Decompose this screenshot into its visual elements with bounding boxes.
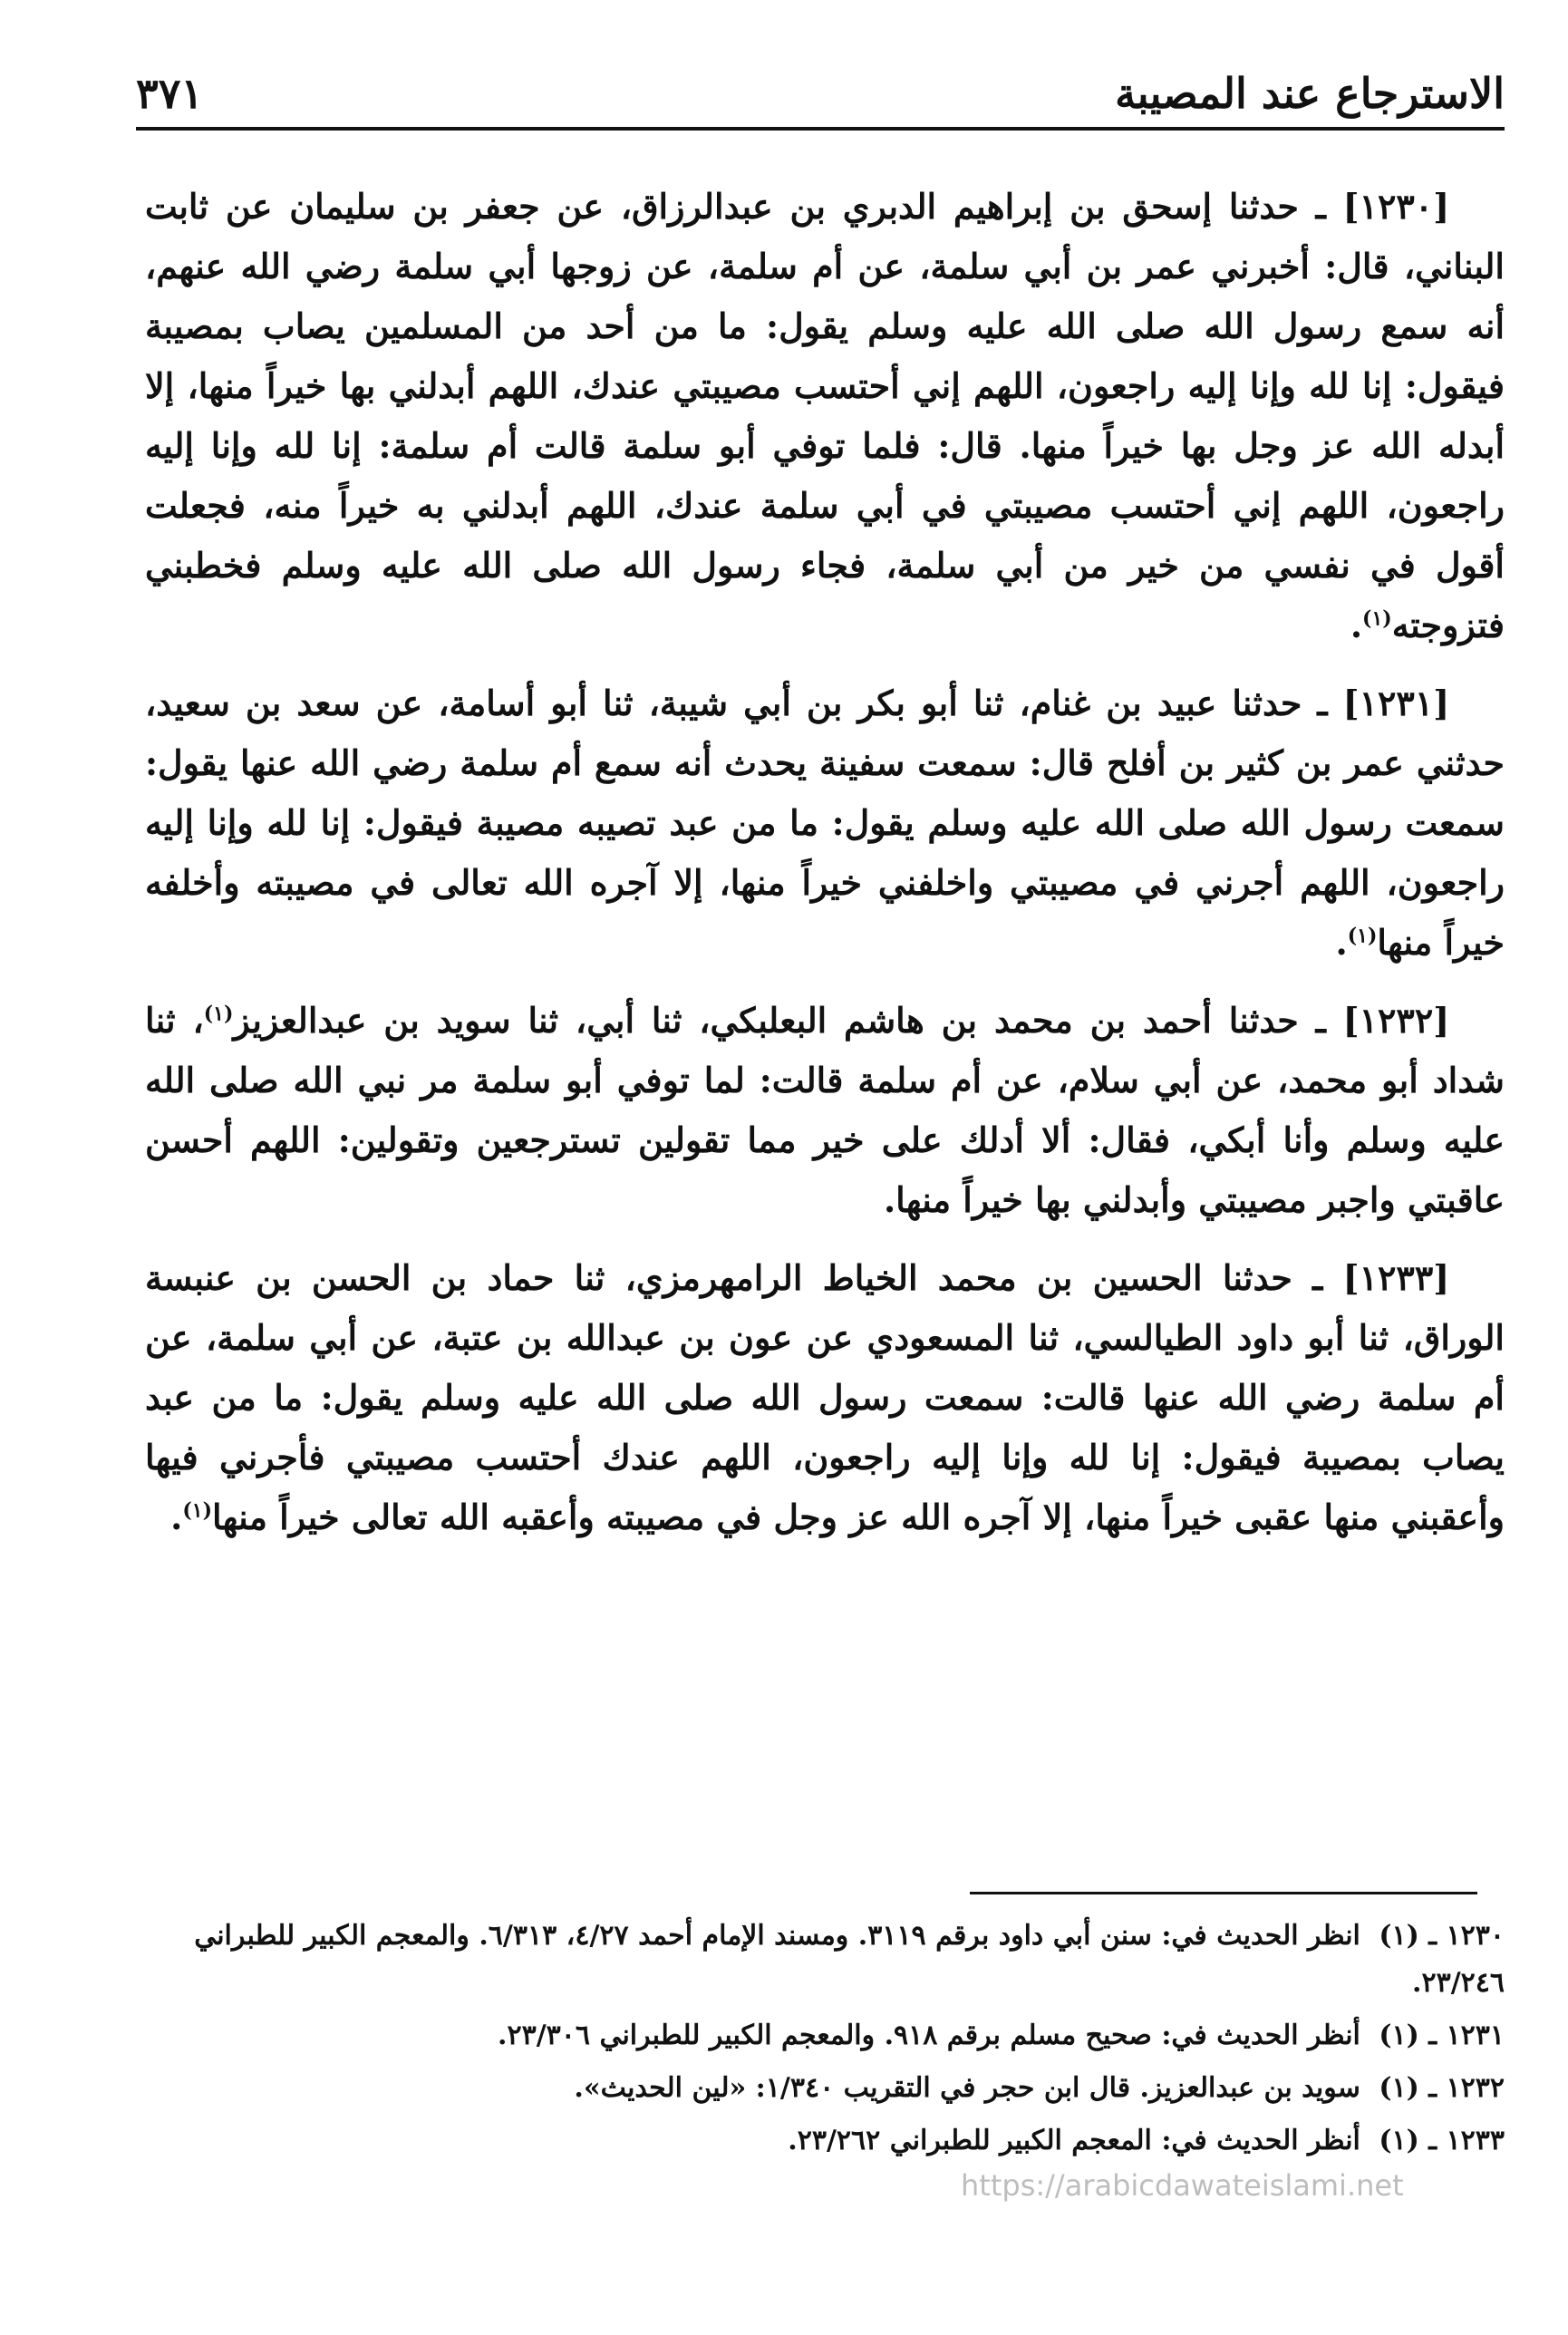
footnote-id: ١٢٣١ ـ (١)	[1379, 2020, 1505, 2051]
footnotes	[145, 1913, 1505, 2170]
footnote-marker[interactable]: (١)	[1362, 606, 1392, 631]
hadith-text: ـ حدثنا الحسين بن محمد الخياط الرامهرمزي، ثنا حماد بن الحسن بن عنبسة الوراق، ثنا أبو داود الطيالسي، ثنا المسعودي عن عون بن عبدالله بن عتبة، عن أبي سلمة، عن أم سلمة رضي الله عنها قالت: سمعت رسول الله صلى الله عليه وسلم يقول: ما من عبد يصاب بمصيبة فيقول: إنا لله وإنا إليه راجعون، اللهم عندك أحتسب مصيبتي فأجرني فيها وأعقبني منها عقبى خيراً منها، إلا آجره الله عز وجل في مصيبته وأعقبه الله تعالى خيراً منها	[145, 1257, 1505, 1537]
footnote-text: أنظر الحديث في: المعجم الكبير للطبراني ٢٣/٢٦٢.	[788, 2125, 1360, 2156]
footnote-id: ١٢٣٢ ـ (١)	[1379, 2072, 1505, 2104]
hadith-text: ـ حدثنا إسحق بن إبراهيم الدبري بن عبدالرزاق، عن جعفر بن سليمان عن ثابت البناني، قال: أخبرني عمر بن أبي سلمة، عن أم سلمة، عن زوجها أبي سلمة رضي الله عنهم، أنه سمع رسول الله صلى الله عليه وسلم يقول: ما من أحد من المسلمين يصاب بمصيبة فيقول: إنا لله وإنا إليه راجعون، اللهم إني أحتسب مصيبتي عندك، اللهم أبدلني بها خيراً منها، إلا أبدله الله عز وجل بها خيراً منها. قال: فلما توفي أبو سلمة قالت أم سلمة: إنا لله وإنا إليه راجعون، اللهم إني أحتسب مصيبتي في أبي سلمة عندك، اللهم أبدلني به خيراً منه، فجعلت أقول في نفسي من خير من أبي سلمة، فجاء رسول الله صلى الله عليه وسلم فخطبني فتزوجته	[145, 186, 1505, 645]
hadith-number: [١٢٣٠]	[1342, 186, 1450, 227]
hadith-end: .	[1335, 922, 1348, 963]
footnote-text: سويد بن عبدالعزيز. قال ابن حجر في التقريب ١/٣٤٠: «لين الحديث».	[574, 2072, 1360, 2104]
page-number: ٣٧١	[136, 69, 204, 118]
header-rule	[136, 127, 1505, 131]
hadith-text-continued: ، ثنا شداد أبو محمد، عن أبي سلام، عن أم سلمة قالت: لما توفي أبو سلمة مر نبي الله صلى الله عليه وسلم وأنا أبكي، فقال: ألا أدلك على خير مما تقولين تسترجعين وتقولين: اللهم أحسن عاقبتي واجبر مصيبتي وأبدلني بها خيراً منها.	[145, 1000, 1505, 1220]
footnote-marker[interactable]: (١)	[182, 1498, 213, 1523]
footnote-separator	[970, 1892, 1477, 1894]
hadith-1233	[145, 1248, 1505, 1547]
footnote-1233	[145, 2117, 1505, 2165]
footnote-id: ١٢٣٠ ـ (١)	[1379, 1920, 1505, 1952]
footnote-1230	[145, 1913, 1505, 2007]
footnote-marker[interactable]: (١)	[203, 1002, 234, 1026]
watermark-url: https://arabicdawateislami.net	[961, 2168, 1404, 2203]
hadith-number: [١٢٣١]	[1342, 683, 1450, 723]
hadith-1231	[145, 673, 1505, 973]
footnote-1231	[145, 2012, 1505, 2059]
hadith-end: .	[1350, 605, 1363, 645]
hadith-number: [١٢٣٢]	[1342, 1000, 1450, 1041]
hadith-1230	[145, 177, 1505, 655]
main-text	[145, 177, 1505, 1565]
page-header	[136, 53, 1505, 118]
footnote-id: ١٢٣٣ ـ (١)	[1379, 2125, 1505, 2156]
running-title: الاسترجاع عند المصيبة	[1115, 69, 1505, 118]
footnote-1232	[145, 2065, 1505, 2112]
hadith-text: ـ حدثنا أحمد بن محمد بن هاشم البعلبكي، ثنا أبي، ثنا سويد بن عبدالعزيز	[233, 1000, 1326, 1041]
footnote-text: انظر الحديث في: سنن أبي داود برقم ٣١١٩. ومسند الإمام أحمد ٤/٢٧، ٦/٣١٣. والمعجم الكبير للطبراني ٢٣/٢٤٦.	[194, 1920, 1505, 1999]
hadith-1232	[145, 991, 1505, 1230]
hadith-end: .	[170, 1497, 183, 1537]
hadith-number: [١٢٣٣]	[1342, 1257, 1450, 1298]
footnote-text: أنظر الحديث في: صحيح مسلم برقم ٩١٨. والمعجم الكبير للطبراني ٢٣/٣٠٦.	[498, 2020, 1360, 2051]
hadith-text: ـ حدثنا عبيد بن غنام، ثنا أبو بكر بن أبي شيبة، ثنا أبو أسامة، عن سعد بن سعيد، حدثني عمر بن كثير بن أفلح قال: سمعت سفينة يحدث أنه سمع أم سلمة رضي الله عنها يقول: سمعت رسول الله صلى الله عليه وسلم يقول: ما من عبد تصيبه مصيبة فيقول: إنا لله وإنا إليه راجعون، اللهم أجرني في مصيبتي واخلفني خيراً منها، إلا آجره الله تعالى في مصيبته وأخلفه خيراً منها	[145, 683, 1505, 963]
footnote-marker[interactable]: (١)	[1347, 924, 1378, 948]
